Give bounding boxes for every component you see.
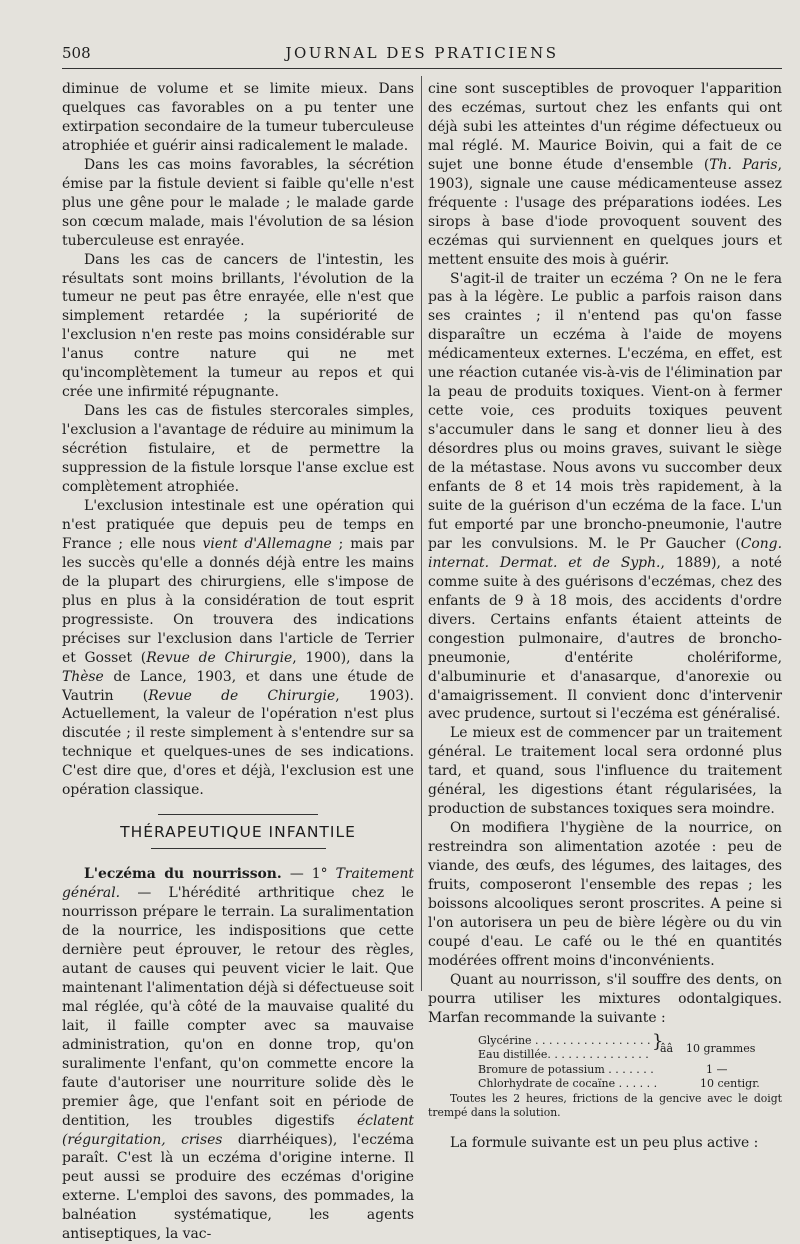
left-column xyxy=(62,80,414,1244)
text-run: — L'hérédité arthritique chez le nourrisson prépare le terrain. La suralimentation de la nourrice, les indispositions que cette dernière peut éprouver, le retour des règles, autant de causes qui peuvent vicier le lait. Que maintenant l'alimentation déjà si défectueuse soit mal réglée, qu'à côté de la mauvaise qualité du lait, il faille compter avec sa mauvaise administration, qu'on en donne trop, qu'on suralimente l'enfant, qu'on commette encore la faute d'autoriser une nourriture solide dès le premier âge, que l'enfant soit en période de dentition, les troubles digestifs xyxy=(62,885,414,1129)
running-title: JOURNAL DES PRATICIENS xyxy=(285,44,559,62)
citation-thesis: Thèse xyxy=(62,668,104,685)
paragraph: diminue de volume et se limite mieux. Dans quelques cas favorables on a pu tenter une extirpation secondaire de la tumeur tuberculeuse atrophiée et guérir ainsi radicalement le malade. xyxy=(62,81,414,154)
paragraph: Dans les cas de cancers de l'intestin, les résultats sont moins brillants, l'évolution de la tumeur ne peut pas être enrayée, elle n'est que simplement retardée ; la supériorité de l'exclusion n'en reste pas moins considérable sur l'anus contre nature qui ne met qu'incomplètement la tumeur au repos et qui crée une infirmité répugnante. xyxy=(62,251,414,401)
paragraph xyxy=(62,865,414,1244)
ingredient: Chlorhydrate de cocaïne . . . . . . xyxy=(478,1077,658,1091)
paragraph: Le mieux est de commencer par un traitement général. Le traitement local sera ordonné plus tard, et quand, sous l'influence du traitement général, les digestions étant régularisées, la production de substances toxiques sera moindre. xyxy=(428,725,782,818)
paragraph: On modifiera l'hygiène de la nourrice, on restreindra son alimentation azotée : peu de viande, des œufs, des légumes, des laitages, des fruits, composeront l'ensemble des repas ; les boissons alcooliques seront proscrites. A peine si l'on autorisera un peu de bière légère ou du vin coupé d'eau. Le café ou le thé en quantités modérées offrent moins d'inconvénients. xyxy=(428,820,782,969)
column-divider xyxy=(421,76,422,991)
quantity: 1 — xyxy=(706,1062,728,1076)
paragraph xyxy=(428,270,782,725)
quantity: 10 centigr. xyxy=(700,1077,760,1091)
text-run: — 1° xyxy=(281,866,336,883)
prescription-formula xyxy=(428,1030,782,1120)
ingredient: Glycérine . . . . . . . . . . . . . . . . . xyxy=(478,1033,651,1047)
italic-run: Traitement général. xyxy=(62,866,414,902)
paragraph: Dans les cas de fistules stercorales simples, l'exclusion a l'avantage de réduire au minimum la sécrétion fistulaire, et de permettre la suppression de la fistule lorsque l'anse exclue est complètement atrophiée. xyxy=(62,403,414,496)
paragraph: Dans les cas moins favorables, la sécrétion émise par la fistule devient si faible qu'elle n'est plus une gêne pour le malade ; le malade garde son cœcum malade, mais l'évolution de sa lésion tuberculeuse est enrayée. xyxy=(62,156,414,249)
text-run: , 1903). Actuellement, la valeur de l'opération n'est plus discutée ; il reste simplement à s'entendre sur sa technique et quelques-unes de ses indications. C'est dire que, d'ores et déjà, l'exclusion est une opération classique. xyxy=(62,687,414,799)
formula-row xyxy=(428,1063,782,1078)
paragraph: Quant au nourrisson, s'il souffre des dents, on pourra utiliser les mixtures odontalgiques. Marfan recommande la suivante : xyxy=(428,971,782,1026)
text-run: , 1889), a noté comme suite à des guérisons d'eczémas, chez des enfants de 9 à 18 mois, des accidents d'ordre divers. Certains enfants étaient atteints de congestion pulmonaire, d'autres de broncho-pneumonie, d'entérite cholériforme, d'albuminurie et d'anasarque, d'anorexie ou d'amaigrissement. Il convient donc d'intervenir avec prudence, surtout si l'eczéma est généralisé. xyxy=(428,554,782,723)
text-run: cine sont susceptibles de provoquer l'apparition des eczémas, surtout chez les enfants qui ont déjà subi les atteintes d'un régime défectueux ou mal réglé. M. Maurice Boivin, qui a fait de ce sujet une bonne étude d'ensemble ( xyxy=(428,81,782,173)
formula-note: Toutes les 2 heures, frictions de la gencive avec le doigt trempé dans la solution. xyxy=(428,1091,782,1119)
brace-glyph: } xyxy=(652,1030,664,1052)
text-run: S'agit-il de traiter un eczéma ? On ne le fera pas à la légère. Le public a parfois raison dans ses craintes ; il n'entend pas qu'on fasse disparaître un eczéma à l'aide de moyens médicamenteux externes. L'eczéma, en effet, est une réaction cutanée vis-à-vis de l'élimination par la peau de produits toxiques. Vient-on à fermer cette voie, ces produits toxiques peuvent s'accumuler dans le sang et donner lieu à des désordres plus ou moins graves, suivant le siège de la métastase. Nous avons vu succomber deux enfants de 8 et 14 mois très rapidement, à la suite de la guérison d'un eczéma de la face. L'un fut emporté par une broncho-pneumonie, l'autre par les convulsions. M. le Pr Gaucher ( xyxy=(428,270,782,552)
ana-mark: ââ xyxy=(660,1041,674,1055)
header-rule xyxy=(62,68,782,69)
article-subheading: L'eczéma du nourrisson. xyxy=(84,866,282,883)
section-rule xyxy=(158,814,318,815)
quantity: 10 grammes xyxy=(686,1041,756,1055)
citation-journal: Revue de Chirurgie xyxy=(146,649,293,666)
italic-run: éclatent (régurgitation, crises xyxy=(62,1112,414,1148)
section-heading xyxy=(62,814,414,849)
citation-journal: Revue de Chirurgie xyxy=(148,687,336,704)
text-run: de Lance, 1903, et dans une étude de Vautrin ( xyxy=(62,668,414,704)
page-header xyxy=(62,44,782,66)
paragraph xyxy=(62,497,414,800)
section-title: THÉRAPEUTIQUE INFANTILE xyxy=(120,823,356,842)
text-run: , 1900), dans la xyxy=(292,649,414,666)
page-number: 508 xyxy=(62,44,91,62)
formula-row xyxy=(428,1048,782,1063)
section-rule xyxy=(151,848,326,849)
text-run: diarrhéiques), l'eczéma paraît. C'est là un eczéma d'origine interne. Il peut aussi se produire des eczémas d'origine externe. L'emploi des savons, des pommades, la balnéation systématique, les agents antiseptiques, la vac- xyxy=(62,1131,414,1243)
text-run: L'exclusion intestinale est une opération qui n'est pratiquée que depuis peu de temps en France ; elle nous xyxy=(62,497,414,552)
paragraph xyxy=(428,80,782,270)
ingredient: Bromure de potassium . . . . . . . xyxy=(478,1062,654,1076)
citation-thesis: Th. Paris xyxy=(709,156,778,173)
formula-row xyxy=(428,1077,782,1092)
text-run: ; mais par les succès qu'elle a donnés déjà entre les mains de la plupart des chirurgiens, elle s'impose de plus en plus à la considération de tout esprit progressiste. On trouvera des indications précises sur l'exclusion dans l'article de Terrier et Gosset ( xyxy=(62,535,414,666)
right-column xyxy=(428,80,782,1153)
citation-congress: Cong. internat. Dermat. et de Syph. xyxy=(428,535,782,571)
text-run: , 1903), signale une cause médicamenteuse assez fréquente : l'usage des préparations iodées. Les sirops à base d'iode provoquent souvent des eczémas qui surviennent en quelques jours et mettent ensuite des mois à guérir. xyxy=(428,156,782,268)
ingredient: Eau distillée. . . . . . . . . . . . . . . xyxy=(478,1048,649,1062)
italic-run: vient d'Allemagne xyxy=(202,535,332,552)
paragraph: La formule suivante est un peu plus active : xyxy=(450,1134,759,1151)
